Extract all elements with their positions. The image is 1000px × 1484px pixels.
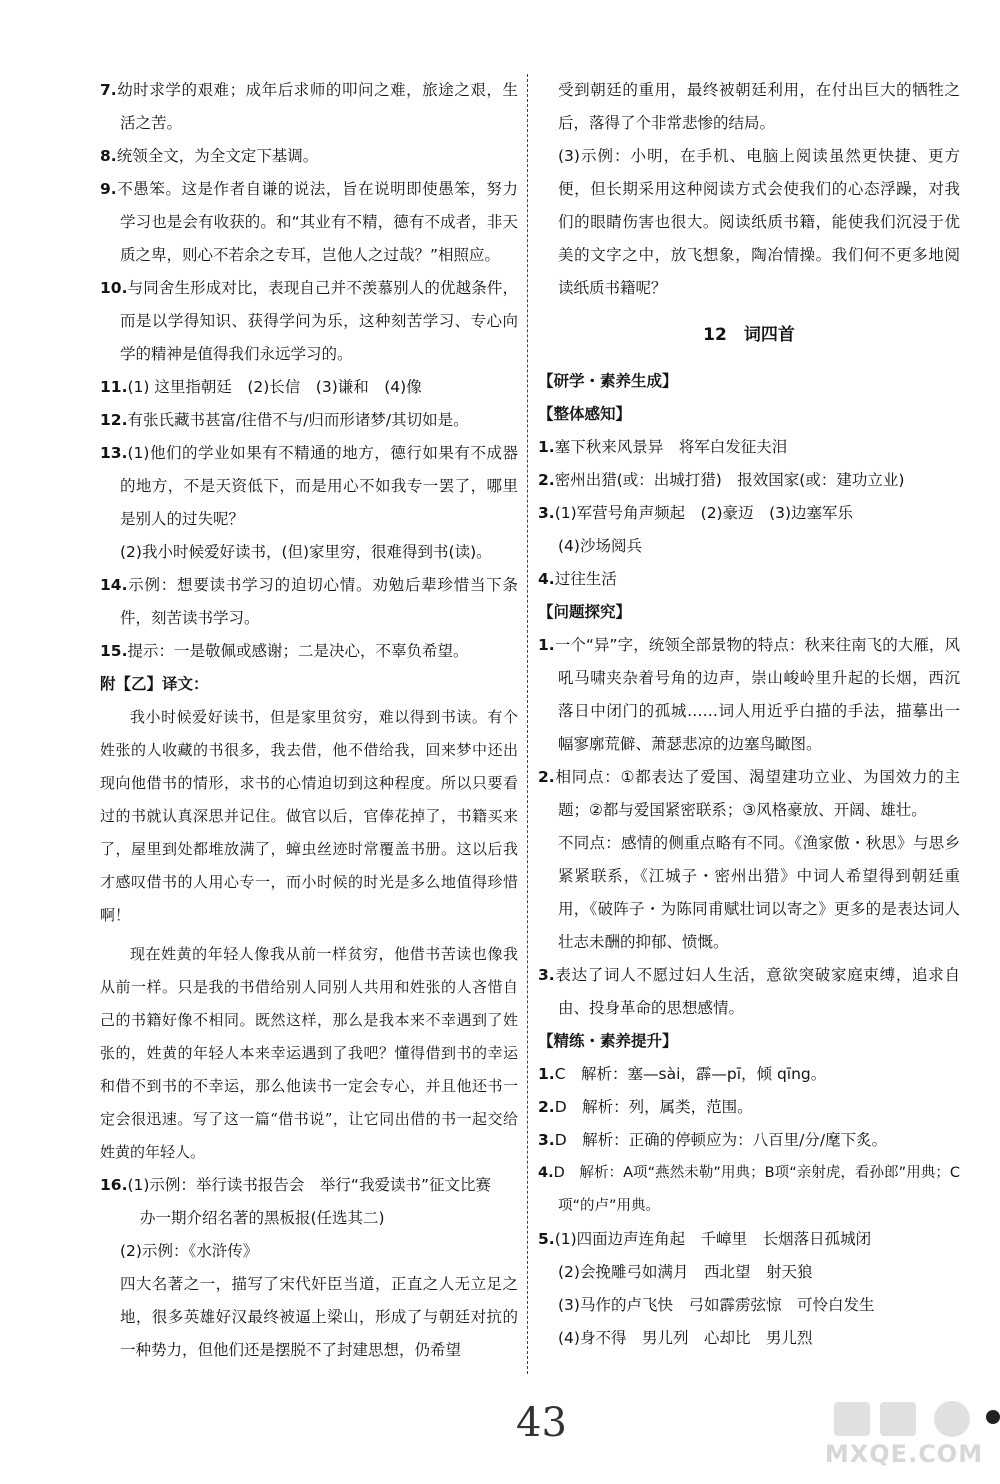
answer-b1: 1.一个“异”字，统领全部景物的特点：秋来往南飞的大雁，风吼马啸夹杂着号角的边声，崇山峻岭里升起的长烟，西沉落日中闭门的孤城……词人用近乎白描的手法，描摹出一幅寥廓荒僻、萧瑟悲凉的边塞鸟瞰图。 <box>538 636 960 753</box>
watermark-logo-icon <box>832 1396 976 1440</box>
continued-text: (3)示例：小明，在手机、电脑上阅读虽然更快捷、更方便，但长期采用这种阅读方式会使我们的心态浮躁，对我们的眼睛伤害也很大。阅读纸质书籍，能使我们沉浸于优美的文字之中，放飞想象，陶冶情操。我们何不更多地阅读纸质书籍呢？ <box>558 147 960 297</box>
right-column <box>538 74 960 1355</box>
answer-c4: 4.D 解析：A项“燕然未勒”用典；B项“亲射虎，看孙郎”用典；C项“的卢”用典。 <box>538 1165 960 1214</box>
translation-paragraph: 现在姓黄的年轻人像我从前一样贫穷，他借书苦读也像我从前一样。只是我的书借给别人同别人共用和姓张的人吝惜自己的书籍好像不相同。既然这样，那么是我本来不幸遇到了姓张的，姓黄的年轻人本来幸运遇到了我吧？懂得借到书的幸运和借不到书的不幸运，那么他读书一定会专心，并且他还书一定会很迅速。写了这一篇“借书说”，让它同出借的书一起交给姓黄的年轻人。 <box>100 945 518 1161</box>
answer-c1: 1.C 解析：塞—sài，霹—pī，倾 qīng。 <box>538 1065 827 1083</box>
page-number <box>500 1392 590 1452</box>
answer-b3: 3.表达了词人不愿过妇人生活，意欲突破家庭束缚，追求自由、投身革命的思想感情。 <box>538 966 960 1017</box>
answer-16-line: 四大名著之一，描写了宋代奸臣当道，正直之人无立足之地，很多英雄好汉最终被逼上梁山，形成了与朝廷对抗的一种势力，但他们还是摆脱不了封建思想，仍希望 <box>120 1275 518 1359</box>
answer-a1: 1.塞下秋来风景异 将军白发征夫泪 <box>538 438 788 456</box>
answer-14: 14.示例：想要读书学习的迫切心情。劝勉后辈珍惜当下条件，刻苦读书学习。 <box>100 576 518 627</box>
section-heading: 【整体感知】 <box>538 405 632 423</box>
column-divider <box>527 74 528 1374</box>
answer-c5-line: (4)身不得 男儿列 心却比 男儿烈 <box>558 1329 813 1347</box>
answer-c5: 5.(1)四面边声连角起 千嶂里 长烟落日孤城闭 <box>538 1230 872 1248</box>
answer-13: 13.(1)他们的学业如果有不精通的地方，德行如果有不成器的地方，不是天资低下，而是用心不如我专一罢了，哪里是别人的过失呢？ <box>100 444 518 528</box>
translation-paragraph: 我小时候爱好读书，但是家里贫穷，难以得到书读。有个姓张的人收藏的书很多，我去借，他不借给我，回来梦中还出现向他借书的情形，求书的心情迫切到这种程度。所以只要看过的书就认真深思并记住。做官以后，官俸花掉了，书籍买来了，屋里到处都堆放满了，蟑虫丝迹时常覆盖书册。这以后我才感叹借书的人用心专一，而小时候的时光是多么地值得珍惜啊！ <box>100 708 518 924</box>
answer-a3: 3.(1)军营号角声频起 (2)豪迈 (3)边塞军乐 <box>538 504 854 522</box>
answer-c5-line: (2)会挽雕弓如满月 西北望 射天狼 <box>558 1263 813 1281</box>
handwritten-page-number <box>500 1392 590 1452</box>
corner-mark-icon <box>986 1410 1000 1424</box>
watermark-text: MXQE.COM <box>824 1440 984 1468</box>
answer-c3: 3.D 解析：正确的停顿应为：八百里/分/麾下炙。 <box>538 1131 888 1149</box>
answer-15: 15.提示：一是敬佩或感谢；二是决心，不辜负希望。 <box>100 642 469 660</box>
answer-c5-line: (3)马作的卢飞快 弓如霹雳弦惊 可怜白发生 <box>558 1296 875 1314</box>
answer-8: 8.统领全文，为全文定下基调。 <box>100 147 319 165</box>
section-heading: 【精练・素养提升】 <box>538 1032 678 1050</box>
answer-b2-sub: 不同点：感情的侧重点略有不同。《渔家傲・秋思》与思乡紧紧联系，《江城子・密州出猎》中词人希望得到朝廷重用，《破阵子・为陈同甫赋壮词以寄之》更多的是表达词人壮志未酬的抑郁、愤慨。 <box>558 834 960 951</box>
answer-9: 9.不愚笨。这是作者自谦的说法，旨在说明即使愚笨，努力学习也是会有收获的。和“其业有不精，德有不成者，非天质之卑，则心不若余之专耳，岂他人之过哉？”相照应。 <box>100 180 518 264</box>
section-heading: 【研学・素养生成】 <box>538 372 678 390</box>
answer-16-line: 办一期介绍名著的黑板报(任选其二) <box>140 1209 385 1227</box>
watermark <box>814 1396 994 1478</box>
answer-16-line: (2)示例：《水浒传》 <box>120 1242 259 1260</box>
continued-text: 受到朝廷的重用，最终被朝廷利用，在付出巨大的牺牲之后，落得了个非常悲惨的结局。 <box>558 81 960 132</box>
answer-10: 10.与同舍生形成对比，表现自己并不羡慕别人的优越条件，而是以学得知识、获得学问为乐，这种刻苦学习、专心向学的精神是值得我们永远学习的。 <box>100 279 518 363</box>
answer-16: 16.(1)示例：举行读书报告会 举行“我爱读书”征文比赛 <box>100 1176 491 1194</box>
left-column <box>100 74 518 1367</box>
answer-11: 11.(1) 这里指朝廷 (2)长信 (3)谦和 (4)像 <box>100 378 422 396</box>
answer-b2: 2.相同点：①都表达了爱国、渴望建功立业、为国效力的主题；②都与爱国紧密联系；③风格豪放、开阔、雄壮。 <box>538 768 960 819</box>
answer-12: 12.有张氏藏书甚富/往借不与/归而形诸梦/其切如是。 <box>100 411 469 429</box>
answer-a3-sub: (4)沙场阅兵 <box>558 537 642 555</box>
page-number-text: 43 <box>516 1400 567 1446</box>
answer-a2: 2.密州出猎(或：出城打猎) 报效国家(或：建功立业) <box>538 471 905 489</box>
lesson-title: 12 词四首 <box>703 325 795 345</box>
section-heading: 【问题探究】 <box>538 603 632 621</box>
answer-13-sub: (2)我小时候爱好读书，(但)家里穷，很难得到书(读)。 <box>120 543 492 561</box>
answer-7: 7.幼时求学的艰难；成年后求师的叩问之难，旅途之艰，生活之苦。 <box>100 81 518 132</box>
appendix-heading: 附【乙】译文： <box>100 675 209 693</box>
answer-c2: 2.D 解析：列，属类，范围。 <box>538 1098 753 1116</box>
answer-a4: 4.过往生活 <box>538 570 617 588</box>
